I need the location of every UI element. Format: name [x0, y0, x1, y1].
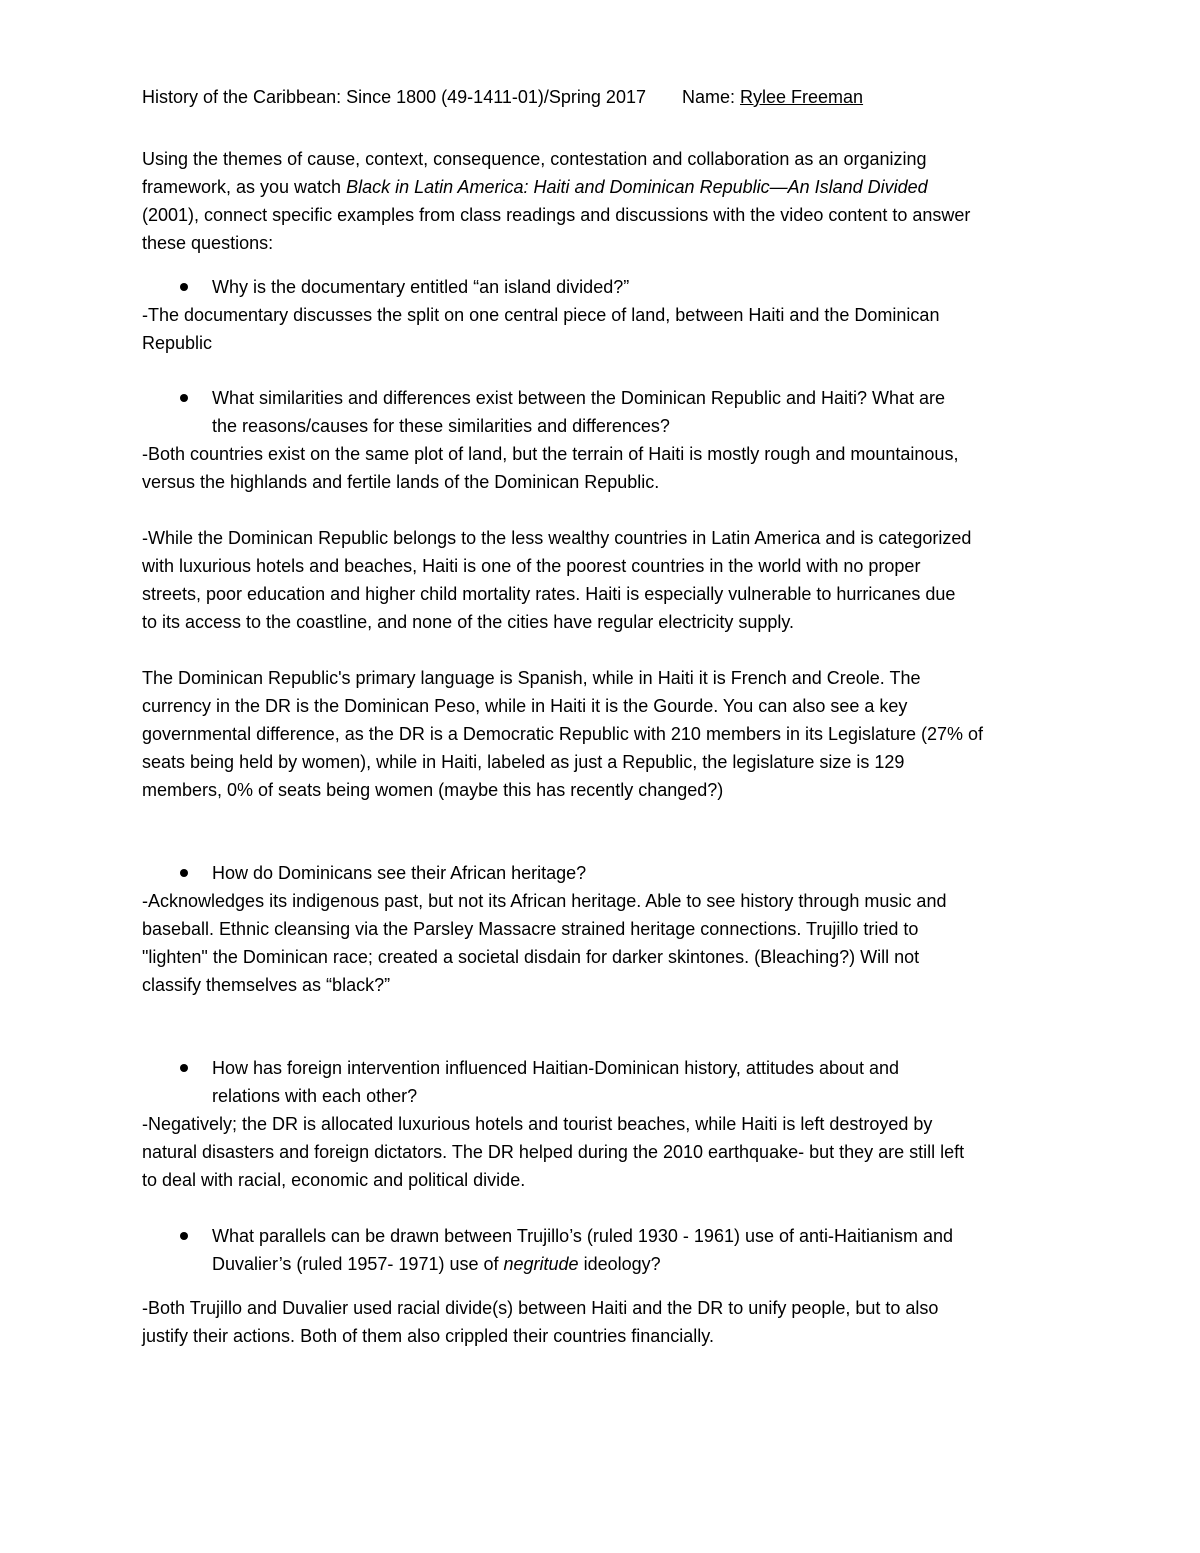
answer-2-p1-line-2: versus the highlands and fertile lands of the Dominican Republic. [142, 472, 660, 492]
question-5-line-2 [212, 1253, 661, 1275]
answer-4-line-2: natural disasters and foreign dictators. The DR helped during the 2010 earthquake- but they are still left [142, 1142, 965, 1162]
answer-4-line-3: to deal with racial, economic and political divide. [142, 1170, 526, 1190]
intro-line-1: Using the themes of cause, context, consequence, contestation and collaboration as an organizing [142, 149, 927, 169]
answer-2-p3-line-1: The Dominican Republic's primary language is Spanish, while in Haiti it is French and Creole. The [142, 668, 921, 688]
answer-2-p3-line-2: currency in the DR is the Dominican Peso, while in Haiti it is the Gourde. You can also see a key [142, 696, 908, 716]
question-5-line-1: What parallels can be drawn between Trujillo’s (ruled 1930 - 1961) use of anti-Haitianism and [212, 1226, 954, 1246]
answer-2-p3-line-4: seats being held by women), while in Haiti, labeled as just a Republic, the legislature size is 129 [142, 752, 905, 772]
answer-3-line-1: -Acknowledges its indigenous past, but not its African heritage. Able to see history through music and [142, 891, 947, 911]
intro-line-4: these questions: [142, 233, 274, 253]
question-2-line-1: What similarities and differences exist between the Dominican Republic and Haiti? What are [212, 388, 946, 408]
question-3: How do Dominicans see their African heritage? [212, 863, 587, 883]
question-1: Why is the documentary entitled “an island divided?” [212, 277, 630, 297]
name-label: Name: [681, 87, 735, 107]
bullet-icon [180, 869, 188, 877]
intro-line-2 [142, 176, 928, 198]
answer-1-line-1: -The documentary discusses the split on one central piece of land, between Haiti and the Dominican [142, 305, 940, 325]
answer-1-line-2: Republic [142, 333, 213, 353]
question-4-line-1: How has foreign intervention influenced Haitian-Dominican history, attitudes about and [212, 1058, 900, 1078]
answer-2-p2-line-2: with luxurious hotels and beaches, Haiti is one of the poorest countries in the world with no proper [142, 556, 921, 576]
answer-5-line-1: -Both Trujillo and Duvalier used racial divide(s) between Haiti and the DR to unify people, but to also [142, 1298, 939, 1318]
bullet-icon [180, 283, 188, 291]
answer-2-p3-line-5: members, 0% of seats being women (maybe this has recently changed?) [142, 780, 724, 800]
bullet-icon [180, 1064, 188, 1072]
documentary-title: Black in Latin America: Haiti and Dominican Republic—An Island Divided [346, 177, 928, 197]
course-title: History of the Caribbean: Since 1800 (49-1411-01)/Spring 2017 [142, 87, 646, 107]
answer-2-p1-line-1: -Both countries exist on the same plot of land, but the terrain of Haiti is mostly rough and mountainous, [142, 444, 959, 464]
question-4-line-2: relations with each other? [212, 1086, 418, 1106]
intro-text: framework, as you watch [142, 177, 347, 197]
negritude-term: negritude [503, 1254, 579, 1274]
question-5-text: Duvalier’s (ruled 1957- 1971) use of [212, 1254, 504, 1274]
answer-2-p3-line-3: governmental difference, as the DR is a Democratic Republic with 210 members in its Legislature (27% of [142, 724, 984, 744]
answer-3-line-3: "lighten" the Dominican race; created a societal disdain for darker skintones. (Bleaching?) Will not [142, 947, 920, 967]
bullet-icon [180, 1232, 188, 1240]
question-2-line-2: the reasons/causes for these similarities and differences? [212, 416, 670, 436]
answer-2-p2-line-3: streets, poor education and higher child mortality rates. Haiti is especially vulnerable to hurricanes due [142, 584, 956, 604]
answer-5-line-2: justify their actions. Both of them also crippled their countries financially. [142, 1326, 714, 1346]
answer-4-line-1: -Negatively; the DR is allocated luxurious hotels and tourist beaches, while Haiti is left destroyed by [142, 1114, 933, 1134]
intro-line-3: (2001), connect specific examples from class readings and discussions with the video content to answer [142, 205, 971, 225]
answer-2-p2-line-4: to its access to the coastline, and none of the cities have regular electricity supply. [142, 612, 795, 632]
student-name: Rylee Freeman [740, 87, 864, 107]
answer-2-p2-line-1: -While the Dominican Republic belongs to the less wealthy countries in Latin America and is categorized [142, 528, 972, 548]
answer-3-line-2: baseball. Ethnic cleansing via the Parsley Massacre strained heritage connections. Trujillo tried to [142, 919, 919, 939]
question-5-text-end: ideology? [578, 1254, 661, 1274]
header-line [142, 86, 863, 108]
answer-3-line-4: classify themselves as “black?” [142, 975, 391, 995]
bullet-icon [180, 394, 188, 402]
